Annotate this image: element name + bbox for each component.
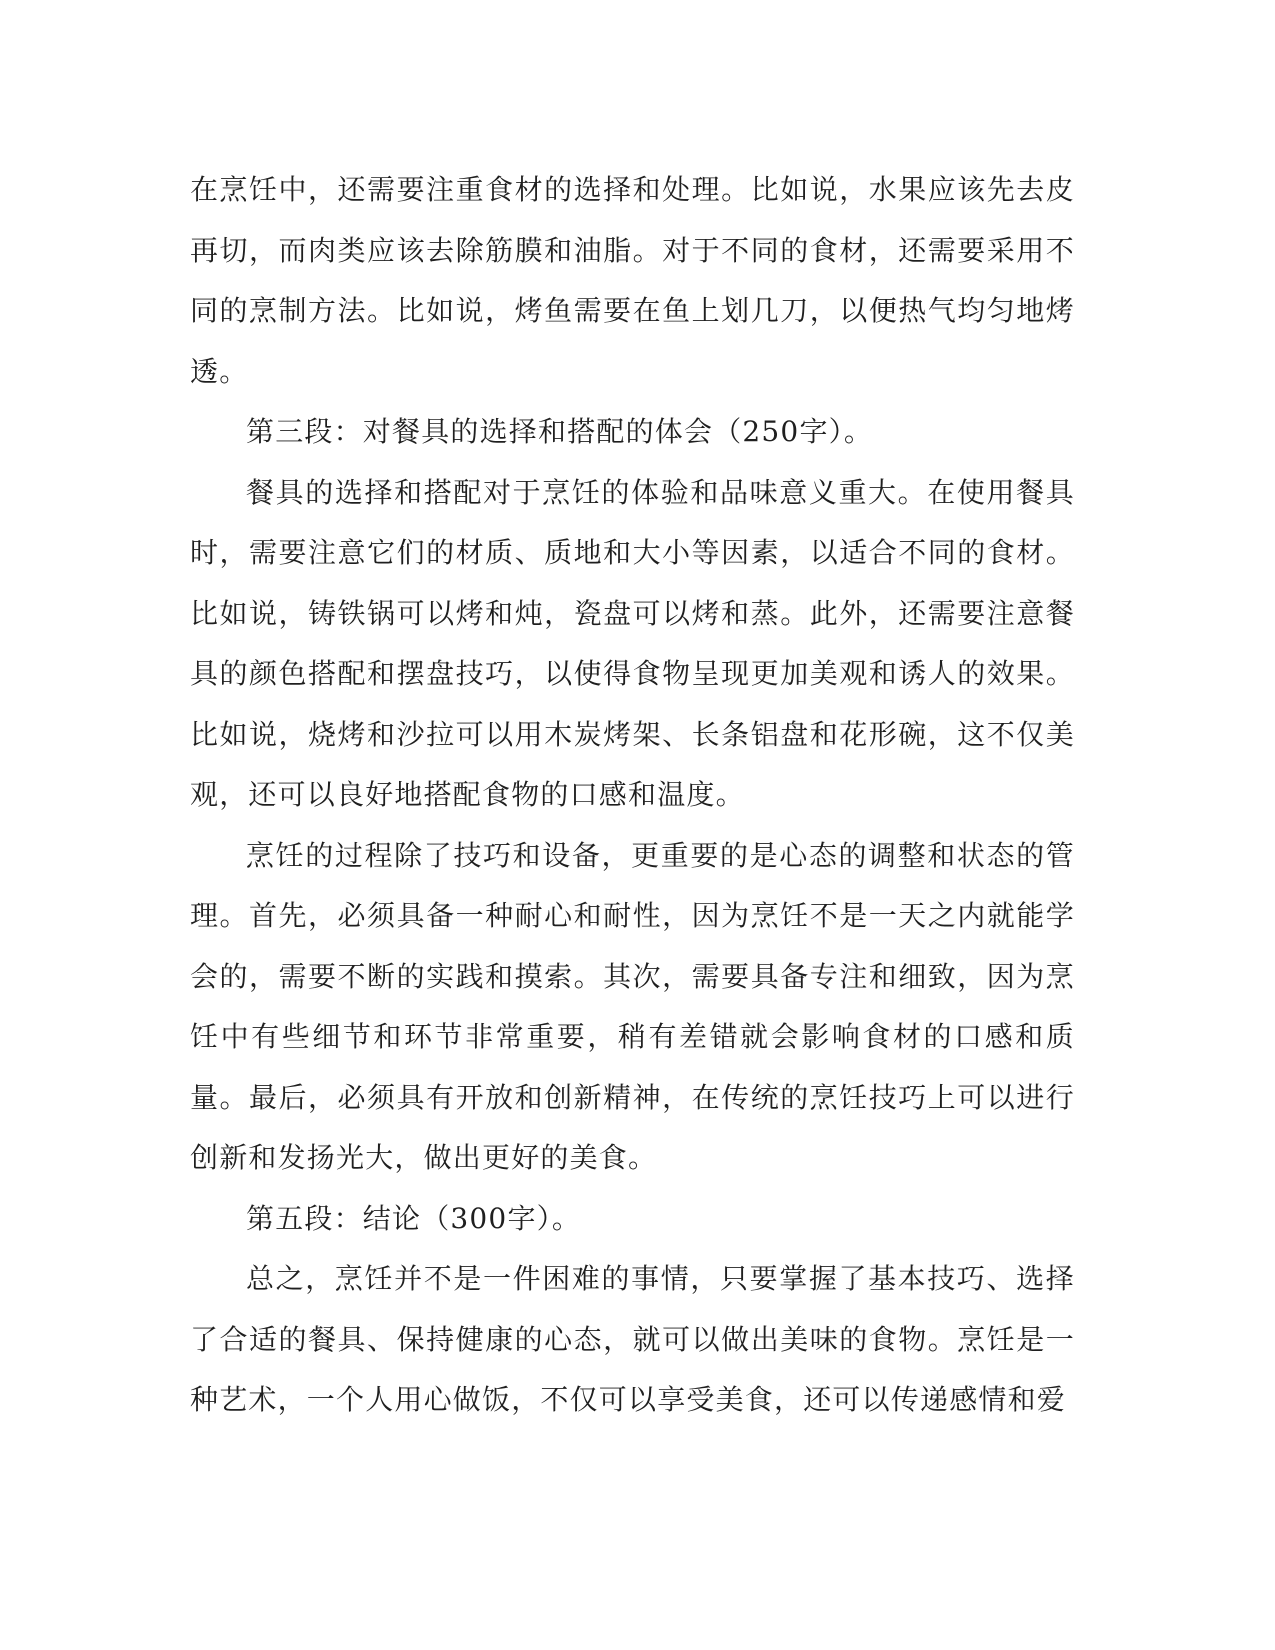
paragraph-conclusion: 总之，烹饪并不是一件困难的事情，只要掌握了基本技巧、选择了合适的餐具、保持健康的心态，就可以做出美味的食物。烹饪是一种艺术，一个人用心做饭，不仅可以享受美食，还可以传递感情和爱 (190, 1262, 1075, 1416)
paragraph-ingredient-handling: 在烹饪中，还需要注重食材的选择和处理。比如说，水果应该先去皮再切，而肉类应该去除筋膜和油脂。对于不同的食材，还需要采用不同的烹制方法。比如说，烤鱼需要在鱼上划几刀，以便热气均匀地烤透。 (190, 173, 1075, 388)
document-body (190, 160, 1075, 1431)
section-heading-fifth: 第五段：结论（300字）。 (246, 1201, 582, 1235)
paragraph-tableware: 餐具的选择和搭配对于烹饪的体验和品味意义重大。在使用餐具时，需要注意它们的材质、质地和大小等因素，以适合不同的食材。比如说，铸铁锅可以烤和炖，瓷盘可以烤和蒸。此外，还需要注意餐具的颜色搭配和摆盘技巧，以使得食物呈现更加美观和诱人的效果。比如说，烧烤和沙拉可以用木炭烤架、长条铝盘和花形碗，这不仅美观，还可以良好地搭配食物的口感和温度。 (190, 475, 1075, 811)
section-heading-third: 第三段：对餐具的选择和搭配的体会（250字）。 (246, 415, 874, 448)
paragraph-mindset: 烹饪的过程除了技巧和设备，更重要的是心态的调整和状态的管理。首先，必须具备一种耐心和耐性，因为烹饪不是一天之内就能学会的，需要不断的实践和摸索。其次，需要具备专注和细致，因为烹饪中有些细节和环节非常重要，稍有差错就会影响食材的口感和质量。最后，必须具有开放和创新精神，在传统的烹饪技巧上可以进行创新和发扬光大，做出更好的美食。 (190, 838, 1075, 1174)
